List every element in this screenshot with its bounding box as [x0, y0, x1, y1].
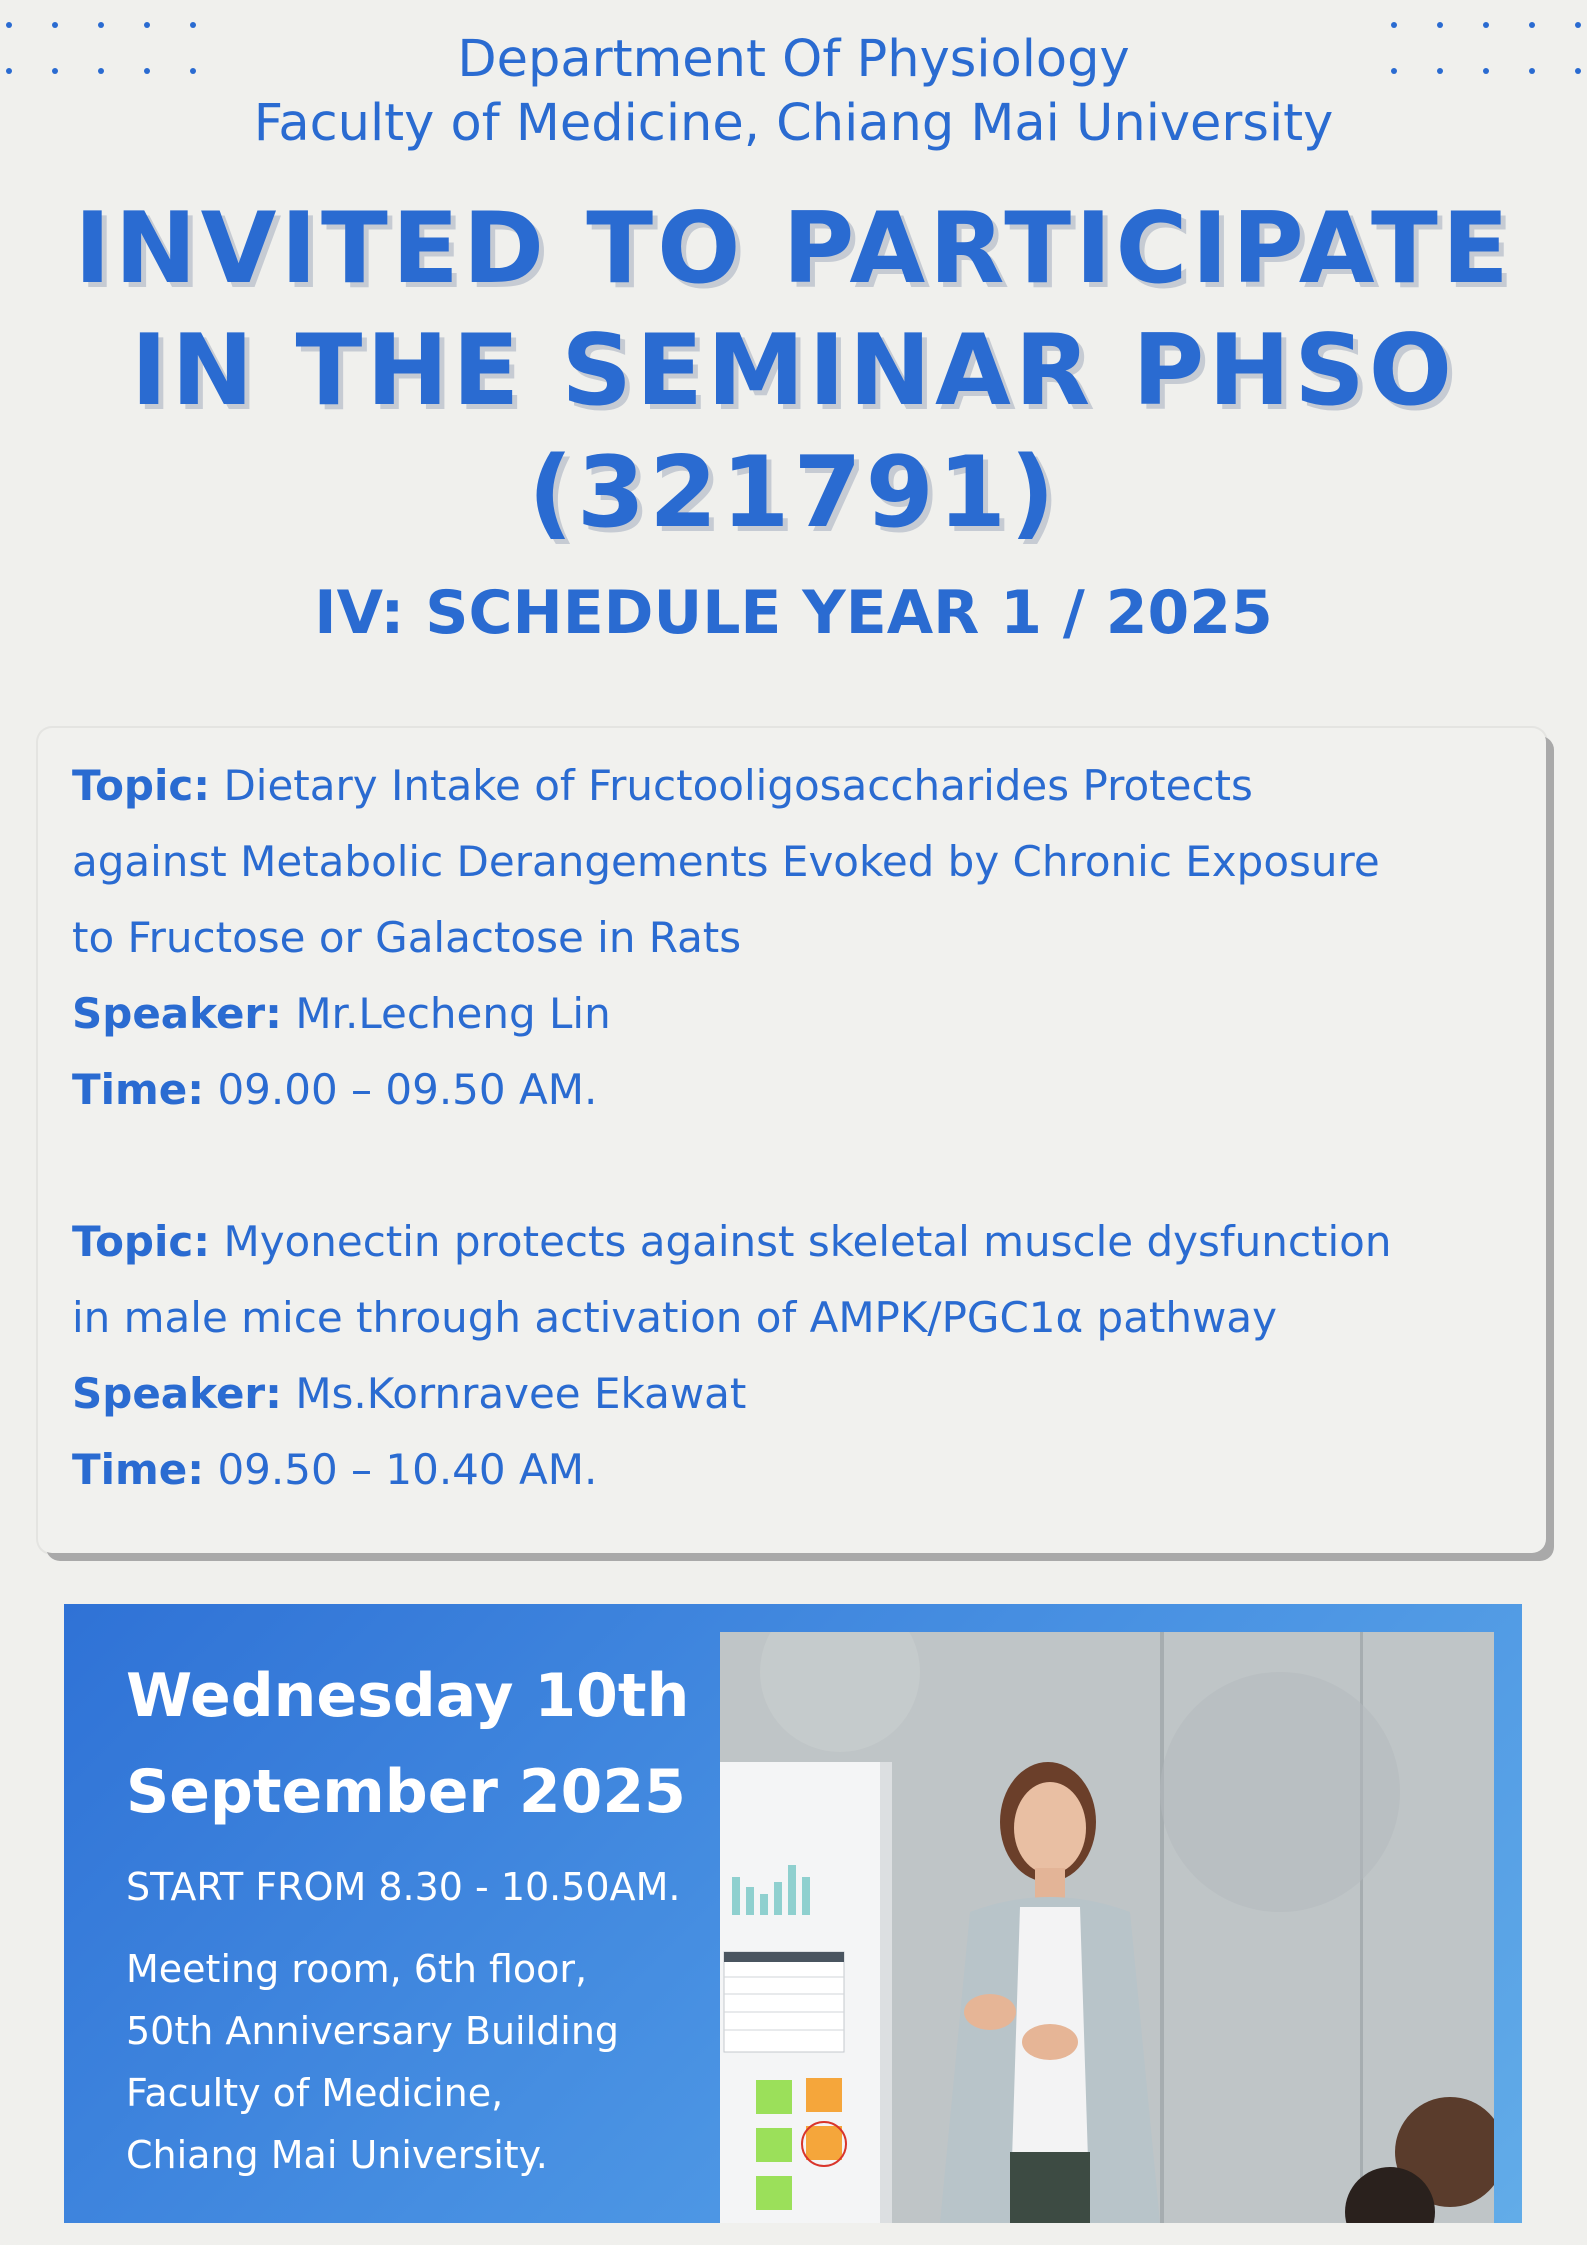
venue-line-3: Faculty of Medicine,	[126, 2071, 504, 2115]
topic-text-line-1: Myonectin protects against skeletal muscle dysfunction	[223, 1217, 1392, 1266]
topic-text-line-2: in male mice through activation of AMPK/PGC1α pathway	[72, 1293, 1277, 1342]
session-1	[72, 748, 1518, 1128]
faculty-name: Faculty of Medicine, Chiang Mai University	[253, 94, 1334, 153]
time-label: Time:	[72, 1445, 205, 1494]
time-value: 09.50 – 10.40 AM.	[217, 1445, 598, 1494]
schedule-subtitle: IV: SCHEDULE YEAR 1 / 2025	[314, 578, 1273, 648]
session-time	[72, 1052, 1518, 1128]
session-speaker	[72, 976, 1518, 1052]
event-start-time: START FROM 8.30 - 10.50AM.	[126, 1865, 681, 1909]
time-label: Time:	[72, 1065, 205, 1114]
title-line-2: IN THE SEMINAR PHSO	[130, 314, 1457, 428]
header	[0, 28, 1587, 156]
speaker-name: Mr.Lecheng Lin	[295, 989, 611, 1038]
session-topic	[72, 1204, 1518, 1280]
page-title	[0, 188, 1587, 554]
speaker-label: Speaker:	[72, 989, 282, 1038]
presenter-photo	[720, 1632, 1494, 2223]
topic-text-line-2: against Metabolic Derangements Evoked by Chronic Exposure	[72, 837, 1380, 886]
session-speaker	[72, 1356, 1518, 1432]
event-date-line-1: Wednesday 10th	[126, 1661, 690, 1731]
venue-line-2: 50th Anniversary Building	[126, 2009, 620, 2053]
title-line-1: INVITED TO PARTICIPATE	[74, 192, 1513, 306]
event-date	[126, 1648, 726, 1840]
department-name: Department Of Physiology	[457, 30, 1130, 89]
session-topic	[72, 748, 1518, 824]
topic-label: Topic:	[72, 761, 211, 810]
speaker-name: Ms.Kornravee Ekawat	[295, 1369, 747, 1418]
venue-line-1: Meeting room, 6th floor,	[126, 1947, 588, 1991]
session-2	[72, 1204, 1518, 1508]
title-line-3: (321791)	[528, 436, 1059, 550]
event-date-line-2: September 2025	[126, 1757, 686, 1827]
speaker-label: Speaker:	[72, 1369, 282, 1418]
event-info-panel	[64, 1604, 1522, 2223]
session-time	[72, 1432, 1518, 1508]
topic-text-line-3: to Fructose or Galactose in Rats	[72, 913, 742, 962]
time-value: 09.00 – 09.50 AM.	[217, 1065, 598, 1114]
presenter-illustration	[720, 1632, 1494, 2223]
topic-text-line-1: Dietary Intake of Fructooligosaccharides Protects	[223, 761, 1253, 810]
event-venue	[126, 1938, 746, 2186]
schedule-card	[38, 728, 1546, 1553]
topic-label: Topic:	[72, 1217, 211, 1266]
venue-line-4: Chiang Mai University.	[126, 2133, 548, 2177]
